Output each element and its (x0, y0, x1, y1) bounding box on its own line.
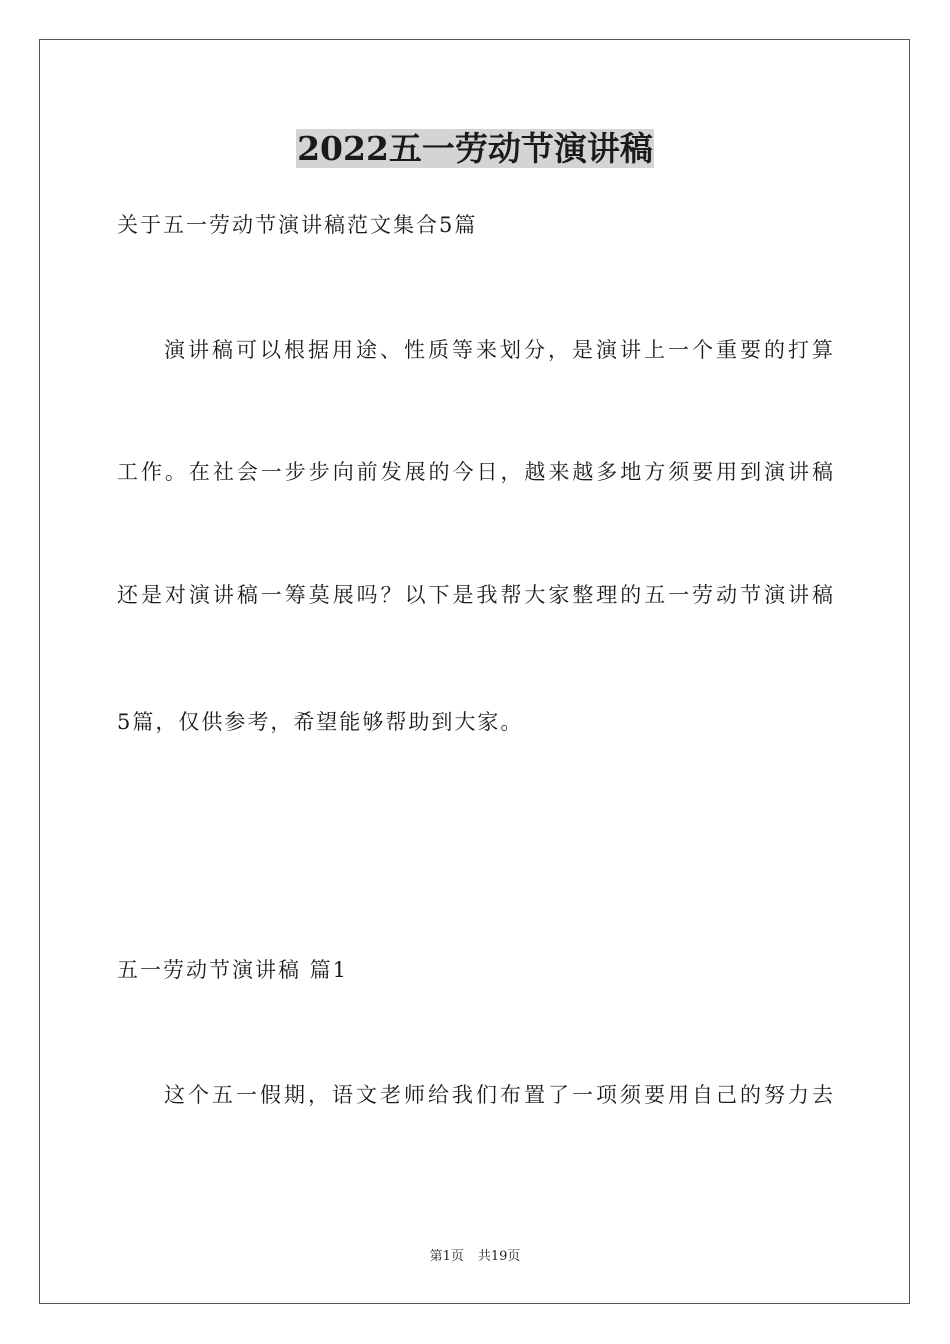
document-subtitle: 关于五一劳动节演讲稿范文集合5篇 (117, 213, 478, 237)
document-title (0, 127, 950, 171)
page-footer (0, 1248, 950, 1266)
section-paragraph-line-1: 这个五一假期，语文老师给我们布置了一项须要用自己的努力去 (164, 1083, 833, 1107)
document-title-text: 2022五一劳动节演讲稿 (297, 129, 653, 168)
intro-line-1: 演讲稿可以根据用途、性质等来划分，是演讲上一个重要的打算 (164, 338, 833, 362)
intro-line-4: 5篇，仅供参考，希望能够帮助到大家。 (117, 710, 524, 734)
page-total: 共19页 (477, 1249, 521, 1264)
intro-line-2: 工作。在社会一步步向前发展的今日，越来越多地方须要用到演讲稿 (117, 460, 833, 484)
intro-line-3: 还是对演讲稿一筹莫展吗？以下是我帮大家整理的五一劳动节演讲稿 (117, 583, 833, 607)
section-heading: 五一劳动节演讲稿 篇1 (117, 958, 349, 982)
page-number: 第1页 (429, 1249, 464, 1264)
